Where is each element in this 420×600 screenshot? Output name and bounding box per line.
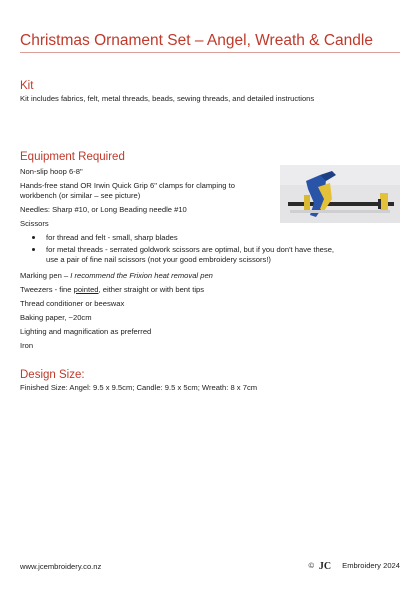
clamp-photo: [280, 165, 400, 223]
marking-pen-label: Marking pen –: [20, 271, 71, 280]
marking-pen-note: I recommend the Frixion heat removal pen: [70, 271, 213, 280]
tweezers-suffix: , either straight or with bent tips: [98, 285, 205, 294]
equipment-marking-pen: [20, 271, 213, 281]
bullet-dot: [32, 236, 35, 239]
tweezers-prefix: Tweezers - fine: [20, 285, 74, 294]
bullet-text: use a pair of fine nail scissors (not your good embroidery scissors!): [46, 255, 271, 264]
equipment-clamps-line-1: Hands-free stand OR Irwin Quick Grip 6" clamps for clamping to: [20, 181, 235, 190]
kit-heading: Kit: [20, 80, 34, 92]
bullet-dot: [32, 248, 35, 251]
design-size-heading: Design Size:: [20, 369, 85, 381]
page-title: Christmas Ornament Set – Angel, Wreath & Candle: [20, 32, 373, 49]
equipment-clamps-line-2: workbench (or similar – see picture): [20, 191, 141, 200]
equipment-iron: Iron: [20, 341, 34, 350]
equipment-lighting: Lighting and magnification as preferred: [20, 327, 152, 336]
kit-description: Kit includes fabrics, felt, metal threads, beads, sewing threads, and detailed instructions: [20, 94, 315, 103]
equipment-tweezers: [20, 285, 204, 295]
equipment-thread-conditioner: Thread conditioner or beeswax: [20, 299, 125, 308]
equipment-scissors: Scissors: [20, 219, 49, 228]
clamp-illustration: [280, 165, 400, 223]
bullet-text: for metal threads - serrated goldwork scissors are optimal, but if you don't have these,: [46, 245, 335, 254]
footer-copyright: [309, 560, 400, 571]
copyright-symbol: ©: [308, 561, 315, 570]
logo-text: JC: [319, 561, 332, 571]
equipment-baking-paper: Baking paper, ~20cm: [20, 313, 92, 322]
equipment-hoop: Non-slip hoop 6-8": [20, 167, 83, 176]
equipment-needles: Needles: Sharp #10, or Long Beading needle #10: [20, 205, 187, 214]
company-year: Embroidery 2024: [342, 561, 400, 570]
tweezers-pointed: pointed: [73, 285, 99, 294]
bullet-text: for thread and felt - small, sharp blades: [46, 233, 178, 242]
design-size-text: Finished Size: Angel: 9.5 x 9.5cm; Candle: 9.5 x 5cm; Wreath: 8 x 7cm: [20, 383, 258, 392]
jc-logo: [318, 560, 332, 571]
footer-website-link[interactable]: www.jcembroidery.co.nz: [20, 562, 102, 571]
title-divider: [20, 52, 400, 53]
equipment-heading: Equipment Required: [20, 151, 125, 163]
